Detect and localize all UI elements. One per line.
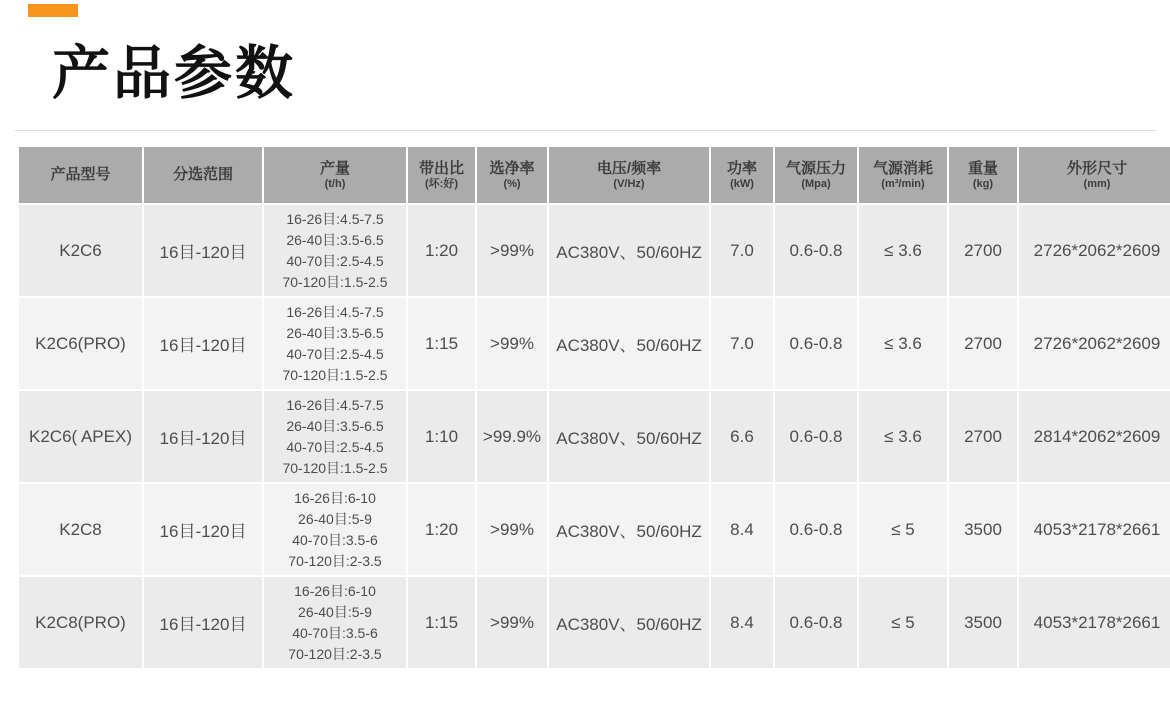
- table-header-row: [19, 147, 1170, 203]
- accent-bar: [28, 4, 78, 17]
- cell-consumption: ≤ 3.6: [859, 205, 947, 296]
- header-cell-ratio: [408, 147, 475, 203]
- output-line: 26-40目:5-9: [298, 510, 372, 527]
- table-row: [19, 577, 1170, 668]
- header-unit: (V/Hz): [613, 177, 645, 190]
- cell-purity: >99%: [477, 205, 547, 296]
- cell-model: K2C8: [19, 484, 142, 575]
- cell-voltage: AC380V、50/60HZ: [549, 391, 709, 482]
- parameters-table-container: [17, 145, 1161, 670]
- output-line: 40-70目:2.5-4.5: [286, 438, 384, 455]
- output-line: 26-40目:5-9: [298, 603, 372, 620]
- output-line: 26-40目:3.5-6.5: [286, 417, 384, 434]
- cell-model: K2C6( APEX): [19, 391, 142, 482]
- cell-purity: >99%: [477, 484, 547, 575]
- cell-consumption: ≤ 3.6: [859, 391, 947, 482]
- header-label: 气源压力: [785, 159, 846, 177]
- header-cell-dimensions: [1019, 147, 1170, 203]
- cell-purity: >99%: [477, 577, 547, 668]
- header-unit: (kg): [972, 177, 994, 190]
- output-line: 70-120目:1.5-2.5: [282, 273, 388, 290]
- cell-dimensions: 2726*2062*2609: [1019, 205, 1170, 296]
- cell-voltage: AC380V、50/60HZ: [549, 298, 709, 389]
- cell-range: 16目-120目: [144, 298, 262, 389]
- header-unit: (mm): [1083, 177, 1111, 190]
- header-cell-weight: [949, 147, 1017, 203]
- cell-consumption: ≤ 5: [859, 577, 947, 668]
- header-unit: (Mpa): [801, 177, 831, 190]
- header-unit: (t/h): [324, 177, 346, 190]
- cell-ratio: 1:10: [408, 391, 475, 482]
- cell-dimensions: 4053*2178*2661: [1019, 577, 1170, 668]
- cell-dimensions: 4053*2178*2661: [1019, 484, 1170, 575]
- title-divider: [15, 130, 1156, 131]
- output-line: 40-70目:2.5-4.5: [286, 345, 384, 362]
- output-line: 16-26目:4.5-7.5: [286, 303, 384, 320]
- cell-range: 16目-120目: [144, 205, 262, 296]
- header-label: 功率: [726, 159, 757, 177]
- cell-range: 16目-120目: [144, 484, 262, 575]
- cell-purity: >99%: [477, 298, 547, 389]
- table-row: [19, 391, 1170, 482]
- header-cell-power: [711, 147, 773, 203]
- cell-output: [264, 298, 406, 389]
- cell-pressure: 0.6-0.8: [775, 205, 857, 296]
- cell-output: [264, 484, 406, 575]
- header-label: 重量: [967, 159, 998, 177]
- cell-voltage: AC380V、50/60HZ: [549, 484, 709, 575]
- table-row: [19, 484, 1170, 575]
- header-unit: (kW): [730, 177, 754, 190]
- cell-model: K2C6: [19, 205, 142, 296]
- header-cell-model: [19, 147, 142, 203]
- output-line: 40-70目:3.5-6: [292, 624, 378, 641]
- header-label: 选净率: [489, 159, 535, 177]
- cell-consumption: ≤ 5: [859, 484, 947, 575]
- cell-dimensions: 2726*2062*2609: [1019, 298, 1170, 389]
- header-label: 外形尺寸: [1066, 159, 1127, 177]
- header-cell-pressure: [775, 147, 857, 203]
- header-cell-output: [264, 147, 406, 203]
- output-line: 26-40目:3.5-6.5: [286, 324, 384, 341]
- header-unit: (坏:好): [425, 177, 458, 190]
- cell-weight: 3500: [949, 484, 1017, 575]
- cell-pressure: 0.6-0.8: [775, 391, 857, 482]
- cell-range: 16目-120目: [144, 391, 262, 482]
- cell-model: K2C6(PRO): [19, 298, 142, 389]
- cell-dimensions: 2814*2062*2609: [1019, 391, 1170, 482]
- cell-pressure: 0.6-0.8: [775, 577, 857, 668]
- page-title: 产品参数: [52, 41, 297, 106]
- cell-range: 16目-120目: [144, 577, 262, 668]
- header-label: 气源消耗: [872, 159, 933, 177]
- cell-output: [264, 391, 406, 482]
- cell-voltage: AC380V、50/60HZ: [549, 577, 709, 668]
- cell-output: [264, 205, 406, 296]
- cell-purity: >99.9%: [477, 391, 547, 482]
- output-line: 70-120目:1.5-2.5: [282, 366, 388, 383]
- header-cell-voltage: [549, 147, 709, 203]
- cell-weight: 2700: [949, 298, 1017, 389]
- cell-power: 8.4: [711, 484, 773, 575]
- header-cell-range: [144, 147, 262, 203]
- header-cell-purity: [477, 147, 547, 203]
- cell-ratio: 1:20: [408, 205, 475, 296]
- output-line: 16-26目:6-10: [294, 489, 376, 506]
- output-line: 70-120目:2-3.5: [288, 552, 382, 569]
- cell-pressure: 0.6-0.8: [775, 298, 857, 389]
- header-cell-consumption: [859, 147, 947, 203]
- output-line: 16-26目:6-10: [294, 582, 376, 599]
- header-label: 产量: [319, 159, 350, 177]
- cell-power: 8.4: [711, 577, 773, 668]
- output-line: 40-70目:2.5-4.5: [286, 252, 384, 269]
- table-row: [19, 205, 1170, 296]
- cell-voltage: AC380V、50/60HZ: [549, 205, 709, 296]
- cell-pressure: 0.6-0.8: [775, 484, 857, 575]
- parameters-table: [17, 145, 1170, 670]
- cell-output: [264, 577, 406, 668]
- table-row: [19, 298, 1170, 389]
- header-label: 带出比: [418, 159, 464, 177]
- header-unit: (%): [503, 177, 521, 190]
- cell-consumption: ≤ 3.6: [859, 298, 947, 389]
- cell-weight: 3500: [949, 577, 1017, 668]
- cell-power: 7.0: [711, 298, 773, 389]
- output-line: 16-26目:4.5-7.5: [286, 210, 384, 227]
- header-unit: (m³/min): [881, 177, 925, 190]
- cell-model: K2C8(PRO): [19, 577, 142, 668]
- cell-weight: 2700: [949, 205, 1017, 296]
- output-line: 26-40目:3.5-6.5: [286, 231, 384, 248]
- output-line: 70-120目:1.5-2.5: [282, 459, 388, 476]
- header-label: 电压/频率: [596, 159, 662, 177]
- cell-ratio: 1:15: [408, 577, 475, 668]
- cell-ratio: 1:15: [408, 298, 475, 389]
- cell-power: 6.6: [711, 391, 773, 482]
- header-label: 分选范围: [172, 166, 233, 183]
- output-line: 16-26目:4.5-7.5: [286, 396, 384, 413]
- cell-ratio: 1:20: [408, 484, 475, 575]
- output-line: 40-70目:3.5-6: [292, 531, 378, 548]
- cell-power: 7.0: [711, 205, 773, 296]
- header-label: 产品型号: [50, 166, 111, 183]
- cell-weight: 2700: [949, 391, 1017, 482]
- output-line: 70-120目:2-3.5: [288, 645, 382, 662]
